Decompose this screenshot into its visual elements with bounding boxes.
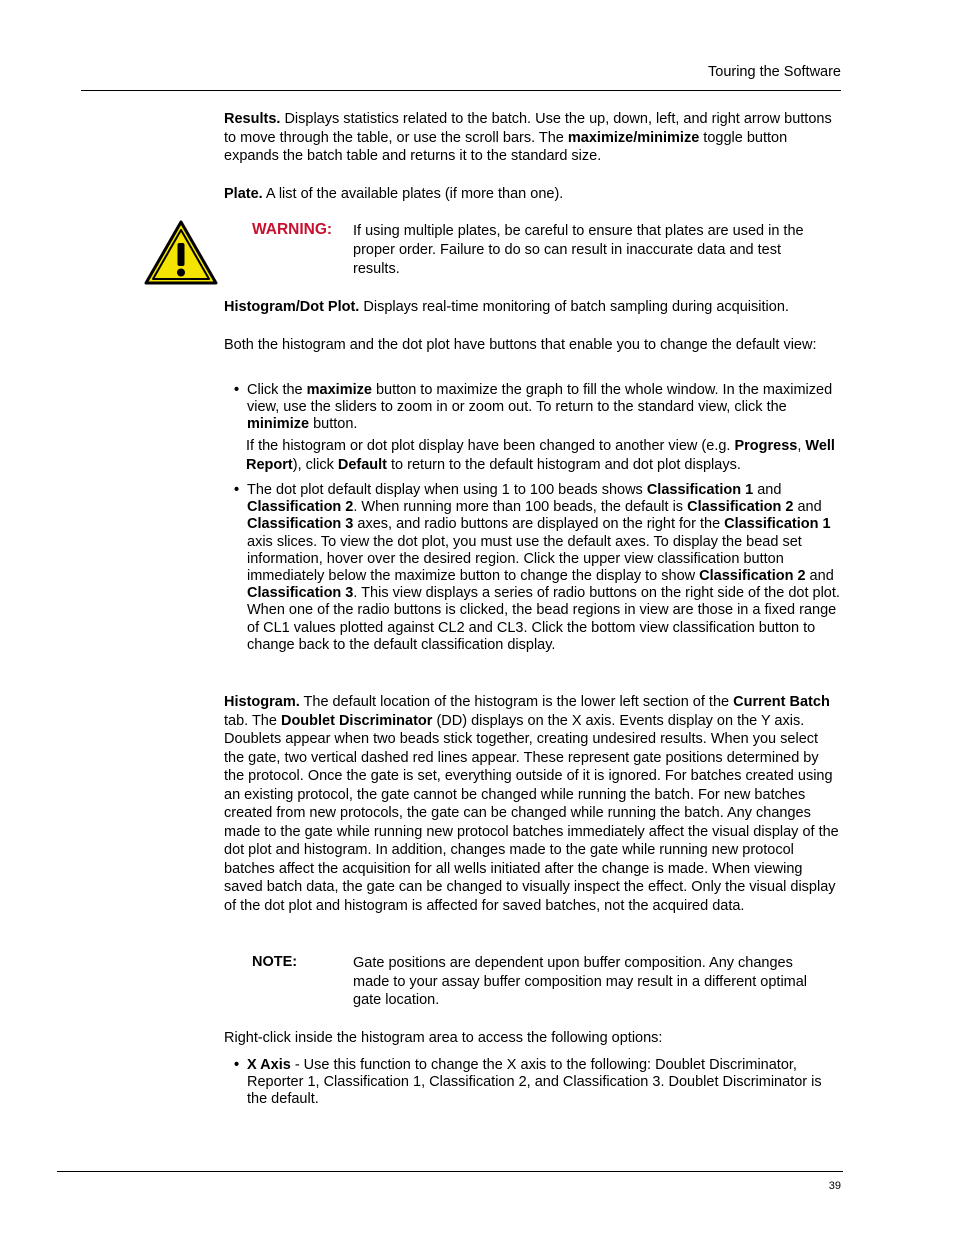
bullet-icon: • bbox=[234, 382, 240, 398]
histogram-dotplot-heading: Histogram/Dot Plot. bbox=[224, 299, 360, 315]
list-item-dot-plot bbox=[234, 482, 840, 654]
list-item-text: Click the maximize button to maximize the graph to fill the whole window. In the maximized view, use the sliders to zoom in or zoom out. To return to the standard view, click the minimize button. bbox=[247, 382, 833, 433]
header-title: Touring the Software bbox=[708, 64, 841, 80]
header-rule bbox=[81, 90, 841, 91]
footer-rule bbox=[57, 1171, 843, 1172]
note-label: NOTE: bbox=[252, 954, 298, 970]
plate-text: A list of the available plates (if more than one). bbox=[262, 186, 564, 202]
list-item-maximize bbox=[234, 382, 840, 434]
histogram-dotplot-text: Displays real-time monitoring of batch sampling during acquisition. bbox=[359, 299, 789, 315]
bullet-icon: • bbox=[234, 1057, 240, 1073]
plate-heading: Plate. bbox=[224, 186, 263, 202]
plate-paragraph bbox=[224, 185, 840, 204]
histogram-dotplot-paragraph bbox=[224, 298, 840, 317]
bullet-icon: • bbox=[234, 482, 240, 498]
results-heading: Results. bbox=[224, 111, 281, 127]
warning-label: WARNING: bbox=[252, 221, 333, 238]
histogram-paragraph: Histogram. The default location of the histogram is the lower left section of the Current Batch tab. The Doublet Discriminator (DD) displays on the X axis. Events display on the Y axis. Doublets appear when two beads stick together, creating undesired results. When you select the gate, two vertical dashed red lines appear. These represent gate positions determined by the protocol. Once the gate is set, everything outside of it is ignored. For batches created using an existing protocol, the gate cannot be changed while running the batch. For new batches created from new protocols, the gate can be changed while running the batch. Any changes made to the gate while running new protocol batches immediately affect the visual display of the dot plot and histogram. In addition, changes made to the gate while running new protocol batches affect the acquisition for all wells initiated after the change is made. When viewing saved batch data, the gate can be changed to visually inspect the effect. Only the visual display of the dot plot and histogram is affected for saved batches, not the acquired data. bbox=[224, 694, 839, 914]
results-text: Displays statistics related to the batch. Use the up, down, left, and right arrow buttons to move through the table, or use the scroll bars. The bbox=[224, 111, 832, 146]
results-text-end: toggle button expands the batch table and returns it to the standard size. bbox=[224, 129, 788, 164]
page-number: 39 bbox=[828, 1180, 841, 1192]
results-bold-term: maximize/minimize bbox=[567, 129, 700, 146]
both-paragraph: Both the histogram and the dot plot have buttons that enable you to change the default view: bbox=[224, 337, 817, 353]
results-paragraph bbox=[224, 110, 840, 166]
right-click-paragraph: Right-click inside the histogram area to access the following options: bbox=[224, 1030, 663, 1046]
default-view-paragraph: If the histogram or dot plot display have been changed to another view (e.g. Progress, Well Report), click Default to return to the default histogram and dot plot displays. bbox=[246, 438, 835, 473]
note-text: Gate positions are dependent upon buffer composition. Any changes made to your assay buffer composition may result in a different optimal gate location. bbox=[353, 955, 808, 1008]
list-item-x-axis bbox=[234, 1057, 840, 1109]
warning-text: If using multiple plates, be careful to ensure that plates are used in the proper order. Failure to do so can result in inaccurate data and test results. bbox=[353, 223, 804, 277]
warning-triangle-icon bbox=[143, 219, 219, 286]
list-item-text: The dot plot default display when using 1 to 100 beads shows Classification 1 and Classification 2. When running more than 100 beads, the default is Classification 2 and Classification 3 axes, and radio buttons are displayed on the right for the Classification 1 axis slices. To view the dot plot, you must use the default axes. To display the bead set information, hover over the desired region. Click the upper view classification button immediately below the maximize button to change the display to show Classification 2 and Classification 3. This view displays a series of radio buttons on the right side of the dot plot. When one of the radio buttons is clicked, the bead regions in view are those in a fixed range of CL1 values plotted against CL2 and CL3. Click the bottom view classification button to change back to the default classification display. bbox=[247, 482, 840, 653]
list-item-text: X Axis - Use this function to change the X axis to the following: Doublet Discriminator, Reporter 1, Classification 1, Classification 2, and Classification 3. Doublet Discriminator is the default. bbox=[247, 1057, 822, 1108]
